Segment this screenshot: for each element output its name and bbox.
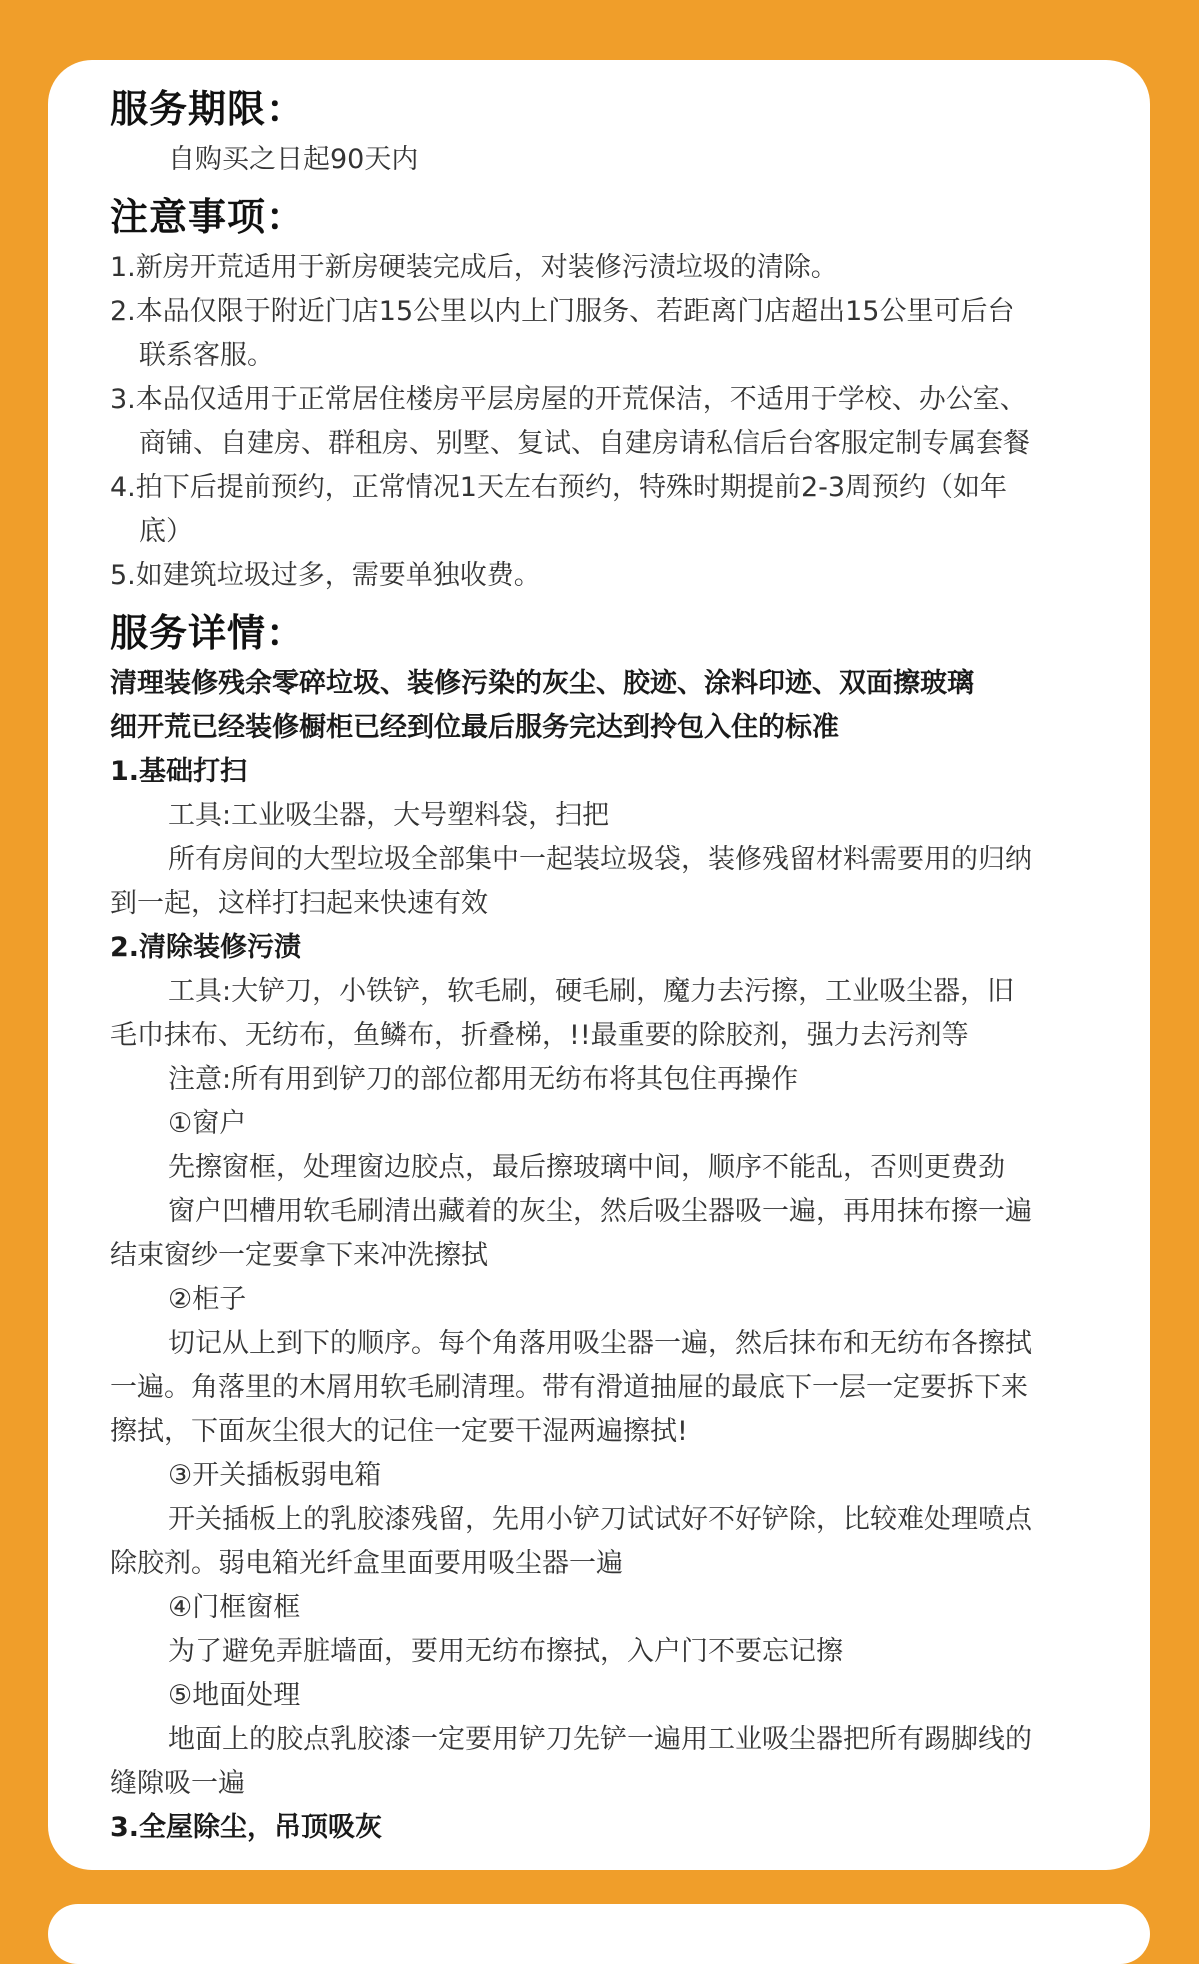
section-line: 一遍。角落里的木屑用软毛刷清理。带有滑道抽屉的最底下一层一定要拆下来 — [110, 1372, 1028, 1403]
section-line: 毛巾抹布、无纺布，鱼鳞布，折叠梯，!!最重要的除胶剂，强力去污剂等 — [110, 1020, 969, 1051]
subsection-title-frames: ④门框窗框 — [168, 1592, 301, 1623]
section-line: 切记从上到下的顺序。每个角落用吸尘器一遍，然后抹布和无纺布各擦拭 — [168, 1328, 1032, 1359]
notes-line: 2.本品仅限于附近门店15公里以内上门服务、若距离门店超出15公里可后台 — [110, 296, 1015, 327]
details-intro-line: 细开荒已经装修橱柜已经到位最后服务完达到拎包入住的标准 — [110, 712, 839, 743]
section-line: 缝隙吸一遍 — [110, 1768, 245, 1799]
subsection-title-switches: ③开关插板弱电箱 — [168, 1460, 382, 1491]
details-body — [110, 662, 1090, 1850]
section-line: 注意:所有用到铲刀的部位都用无纺布将其包住再操作 — [168, 1064, 799, 1095]
notes-list — [110, 246, 1090, 598]
next-card-edge — [48, 1904, 1150, 1964]
subsection-title-windows: ①窗户 — [168, 1108, 247, 1139]
notes-line: 商铺、自建房、群租房、别墅、复试、自建房请私信后台客服定制专属套餐 — [139, 428, 1030, 459]
details-heading: 服务详情： — [110, 611, 306, 655]
content-card — [48, 60, 1150, 1870]
section-title-basic-cleaning: 1.基础打扫 — [110, 756, 248, 787]
details-intro-line: 清理装修残余零碎垃圾、装修污染的灰尘、胶迹、涂料印迹、双面擦玻璃 — [110, 668, 974, 699]
section-line: 工具:大铲刀，小铁铲，软毛刷，硬毛刷，魔力去污擦，工业吸尘器，旧 — [168, 976, 1015, 1007]
section-line: 到一起，这样打扫起来快速有效 — [110, 888, 488, 919]
notes-line: 4.拍下后提前预约，正常情况1天左右预约，特殊时期提前2-3周预约（如年 — [110, 472, 1008, 503]
section-line: 开关插板上的乳胶漆残留，先用小铲刀试试好不好铲除，比较难处理喷点 — [168, 1504, 1032, 1535]
period-value: 自购买之日起90天内 — [168, 144, 419, 175]
section-line: 结束窗纱一定要拿下来冲洗擦拭 — [110, 1240, 488, 1271]
section-line: 所有房间的大型垃圾全部集中一起装垃圾袋，装修残留材料需要用的归纳 — [168, 844, 1032, 875]
section-line: 地面上的胶点乳胶漆一定要用铲刀先铲一遍用工业吸尘器把所有踢脚线的 — [168, 1724, 1032, 1755]
period-heading: 服务期限： — [110, 87, 306, 131]
subsection-title-floor: ⑤地面处理 — [168, 1680, 301, 1711]
section-title-dusting: 3.全屋除尘，吊顶吸灰 — [110, 1812, 383, 1843]
notes-line: 3.本品仅适用于正常居住楼房平层房屋的开荒保洁，不适用于学校、办公室、 — [110, 384, 1027, 415]
section-line: 先擦窗框，处理窗边胶点，最后擦玻璃中间，顺序不能乱，否则更费劲 — [168, 1152, 1005, 1183]
section-title-stain-removal: 2.清除装修污渍 — [110, 932, 302, 963]
section-line: 工具:工业吸尘器，大号塑料袋，扫把 — [168, 800, 610, 831]
section-line: 为了避免弄脏墙面，要用无纺布擦拭，入户门不要忘记擦 — [168, 1636, 843, 1667]
notes-line: 联系客服。 — [139, 340, 274, 371]
notes-line: 1.新房开荒适用于新房硬装完成后，对装修污渍垃圾的清除。 — [110, 252, 838, 283]
section-line: 窗户凹槽用软毛刷清出藏着的灰尘，然后吸尘器吸一遍，再用抹布擦一遍 — [168, 1196, 1032, 1227]
notes-line: 底） — [139, 516, 193, 547]
notes-heading: 注意事项： — [110, 195, 306, 239]
section-line: 擦拭，下面灰尘很大的记住一定要干湿两遍擦拭! — [110, 1416, 688, 1447]
section-line: 除胶剂。弱电箱光纤盒里面要用吸尘器一遍 — [110, 1548, 623, 1579]
subsection-title-cabinets: ②柜子 — [168, 1284, 247, 1315]
notes-line: 5.如建筑垃圾过多，需要单独收费。 — [110, 560, 541, 591]
